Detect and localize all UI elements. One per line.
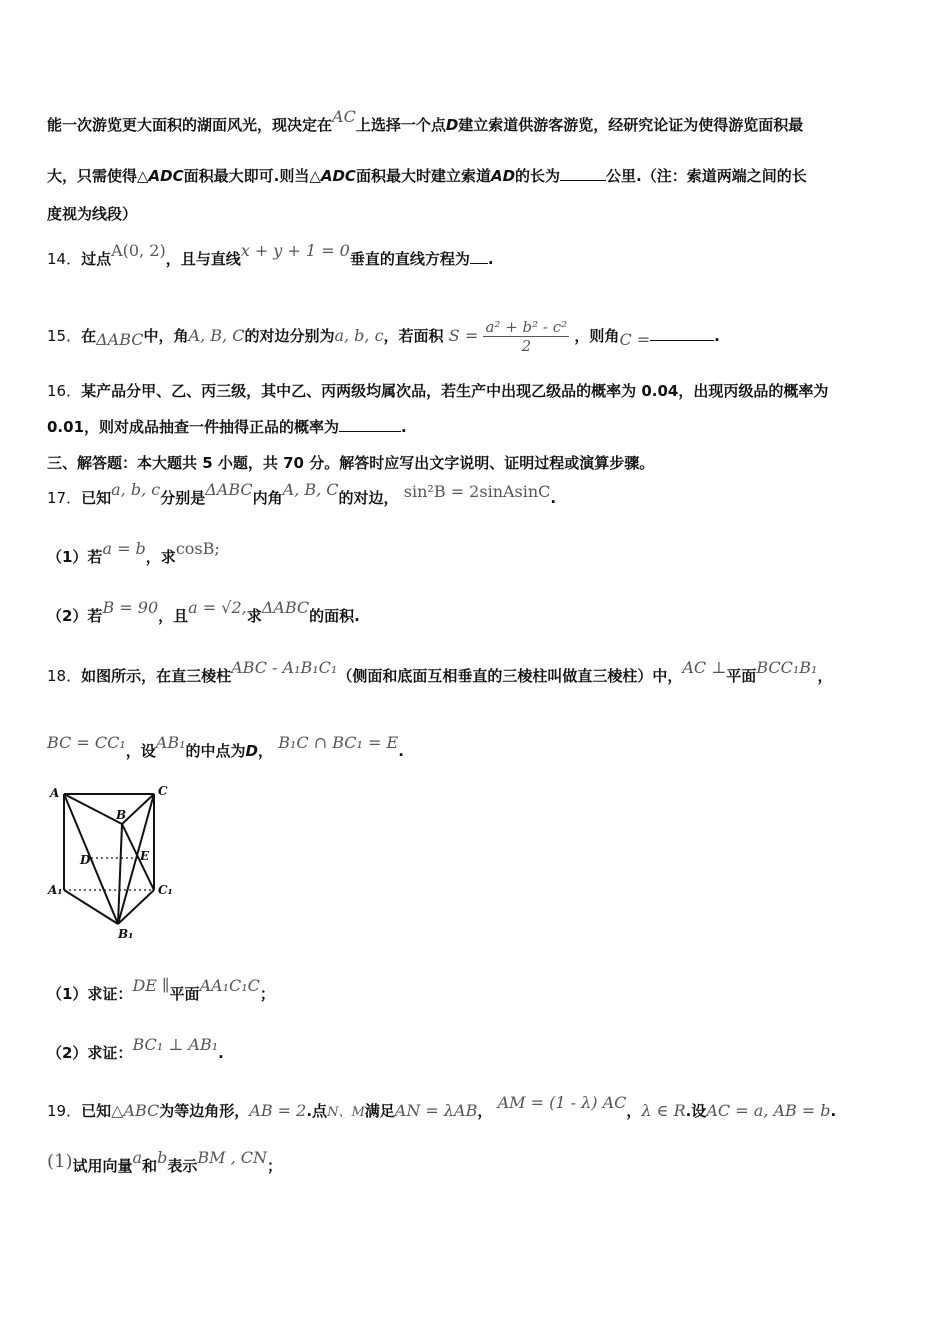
q18-text: ；	[259, 985, 275, 1003]
q15-text: .	[714, 327, 720, 345]
q15-text: 的对边分别为	[244, 327, 335, 345]
segment-bc1	[122, 824, 154, 890]
q18-text: .	[398, 742, 404, 760]
q18-text: 如图所示，在直三棱柱	[81, 667, 232, 685]
parallel-statement: DE ∥	[132, 976, 170, 995]
point-a: A(0, 2)	[111, 241, 166, 260]
question-number: 19．	[47, 1102, 82, 1120]
part-label: (1)	[47, 1151, 73, 1172]
intersection-statement: B₁C ∩ BC₁ = E	[278, 733, 399, 752]
q14-text: .	[487, 250, 494, 268]
vector-a: a	[132, 1148, 143, 1167]
sides-abc: a, b, c	[111, 480, 161, 499]
triangle-abc: ΔABC	[205, 480, 253, 499]
q19-text: 满足	[364, 1102, 395, 1120]
q14-text: 过点	[81, 250, 112, 268]
q13-line3: 度视为线段）	[47, 205, 138, 223]
q19-text: .	[830, 1102, 837, 1120]
segment-ab1	[64, 794, 118, 924]
triangle-abc: ΔABC	[261, 598, 310, 617]
q15-text: 在	[81, 327, 97, 345]
q18-text: 平面	[169, 985, 200, 1003]
triangle-abc: ΔABC	[96, 330, 144, 349]
label-a1: A₁	[48, 883, 63, 897]
part-label: （2）求证：	[47, 1044, 133, 1062]
angle-c: C =	[619, 330, 651, 349]
question-number: 17．	[47, 489, 82, 507]
q15-text: 中，角	[143, 327, 189, 345]
plane-name: AA₁C₁C	[199, 976, 260, 995]
condition-equation: a = b	[102, 539, 146, 558]
points-nm: N、M	[327, 1105, 365, 1120]
q14-text: ，且与直线	[165, 250, 241, 268]
question-19-part1	[47, 1148, 903, 1176]
q17-text: ，且	[158, 607, 189, 625]
label-e: E	[140, 849, 150, 863]
q17-text: 已知	[81, 489, 112, 507]
question-17-part1	[47, 539, 903, 567]
label-c: C	[158, 784, 168, 798]
plane-name: BCC₁B₁	[756, 658, 818, 677]
question-number: 16．	[47, 382, 82, 400]
part-label: （1）求证：	[47, 985, 133, 1003]
area-s: S =	[448, 326, 479, 345]
q19-text: 试用向量	[72, 1157, 133, 1175]
point-d: D	[245, 742, 258, 760]
lambda-domain: λ ∈ R	[641, 1101, 686, 1120]
question-number: 14．	[47, 250, 82, 268]
q17-text: 分别是	[160, 489, 206, 507]
segment-ab1: AB₁	[155, 733, 186, 752]
q18-text: 的中点为	[185, 742, 246, 760]
q16-text: 某产品分甲、乙、丙三级，其中乙、丙两级均属次品，若生产中出现乙级品的概率为 0.04，出现丙级品的概率为	[81, 382, 829, 400]
q13-text: 的长为	[515, 167, 561, 185]
condition-equation: a = √2,	[188, 598, 247, 617]
q13-text: 面积最大时建立索道	[355, 167, 491, 185]
q13-text: 建立索道供游客游览，经研究论证为使得游览面积最	[458, 116, 804, 134]
line-equation: x + y + 1 = 0	[240, 241, 350, 260]
q19-text: .设	[685, 1102, 707, 1120]
q13-text: 能一次游览更大面积的湖面风光，现决定在	[47, 116, 333, 134]
fraction-denominator: 2	[521, 337, 532, 355]
condition-equation: B = 90	[102, 598, 159, 617]
q13-text: 大，只需使得△	[47, 167, 149, 185]
q17-text: ，求	[145, 548, 176, 566]
vector-b: b	[157, 1148, 168, 1167]
question-number: 18．	[47, 667, 82, 685]
q15-text: ，则角	[574, 327, 620, 345]
q17-text: 内角	[252, 489, 283, 507]
answer-blank[interactable]	[560, 166, 606, 181]
label-b: B	[116, 808, 127, 822]
q19-text: 和	[142, 1157, 158, 1175]
q13-text: 面积最大即可.则当△	[183, 167, 321, 185]
answer-blank[interactable]	[470, 249, 488, 264]
question-16-line1	[47, 380, 903, 401]
q19-text: ；	[266, 1157, 282, 1175]
q16-text: 0.01，则对成品抽查一件抽得正品的概率为	[47, 418, 340, 436]
question-14	[47, 241, 903, 269]
perpendicular-statement: BC₁ ⊥ AB₁	[132, 1035, 219, 1054]
q13-text: 公里.（注：索道两端之间的长	[606, 167, 807, 185]
angles-abc: A, B, C	[282, 480, 339, 499]
question-18-line1	[47, 658, 903, 686]
question-18-line2	[47, 733, 903, 761]
point-d: D	[445, 116, 459, 134]
triangle-abc: △ABC	[111, 1101, 160, 1120]
q18-text: ，设	[125, 742, 156, 760]
q13-line1	[47, 107, 903, 135]
q13-text: 上选择一个点	[355, 116, 446, 134]
prism-figure	[44, 782, 184, 942]
label-b1: B₁	[118, 927, 134, 941]
vector-am: AM = (1 - λ) AC	[497, 1093, 627, 1112]
q19-text: 已知	[81, 1102, 112, 1120]
q18-text: 平面	[726, 667, 757, 685]
q17-text: 的面积.	[309, 607, 360, 625]
question-16-line2	[47, 416, 903, 437]
vector-an: AN = λAB	[394, 1101, 478, 1120]
area-fraction	[483, 318, 569, 355]
q17-text: .	[550, 489, 557, 507]
vector-defs: AC = a, AB = b	[706, 1101, 831, 1120]
label-a: A	[50, 786, 60, 800]
q16-text: .	[401, 418, 407, 436]
perpendicular-statement: AC ⊥	[682, 658, 727, 677]
triangle-adc: ADC	[148, 167, 184, 185]
section-heading: 三、解答题：本大题共 5 小题，共 70 分。解答时应写出文字说明、证明过程或演算步骤。	[47, 454, 655, 472]
q18-text: ，	[258, 742, 274, 760]
question-19	[47, 1093, 903, 1121]
part-label: （1）若	[47, 548, 103, 566]
question-15	[47, 318, 903, 355]
q19-text: .点	[306, 1102, 328, 1120]
question-18-part1	[47, 976, 903, 1004]
q17-text: 求	[246, 607, 262, 625]
q14-text: 垂直的直线方程为	[349, 250, 470, 268]
prism-name: ABC - A₁B₁C₁	[231, 658, 338, 677]
angles-abc: A, B, C	[188, 326, 245, 345]
q18-text: （侧面和底面互相垂直的三棱柱叫做直三棱柱）中，	[337, 667, 683, 685]
question-18-part2	[47, 1035, 903, 1063]
fraction-numerator: a² + b² - c²	[485, 318, 568, 336]
answer-blank[interactable]	[339, 417, 401, 432]
q15-text: ，若面积	[383, 327, 444, 345]
equal-edges: BC = CC₁	[47, 733, 126, 752]
q18-text: ，	[817, 667, 833, 685]
question-number: 15．	[47, 327, 82, 345]
q19-text: 为等边角形，	[159, 1102, 250, 1120]
part-label: （2）若	[47, 607, 103, 625]
arc-ac: AC	[332, 107, 356, 126]
q19-text: ，	[477, 1102, 493, 1120]
label-d: D	[80, 853, 91, 867]
triangle-adc: ADC	[320, 167, 356, 185]
q18-text: .	[218, 1044, 224, 1062]
vectors-bm-cn: BM , CN	[197, 1148, 267, 1167]
q19-text: ，	[626, 1102, 642, 1120]
target-expression: cosB;	[175, 539, 220, 558]
q19-text: 表示	[167, 1157, 198, 1175]
segment-ad: AD	[490, 167, 516, 185]
question-17	[47, 480, 903, 508]
edge-ab	[64, 794, 122, 824]
label-c1: C₁	[158, 883, 173, 897]
question-17-part2	[47, 598, 903, 626]
q13-line2	[47, 165, 903, 186]
sides-abc: a, b, c	[334, 326, 384, 345]
sine-equation: sin²B = 2sinAsinC	[403, 482, 551, 501]
answer-blank[interactable]	[650, 326, 714, 341]
q17-text: 的对边，	[338, 489, 399, 507]
side-length: AB = 2	[249, 1101, 307, 1120]
